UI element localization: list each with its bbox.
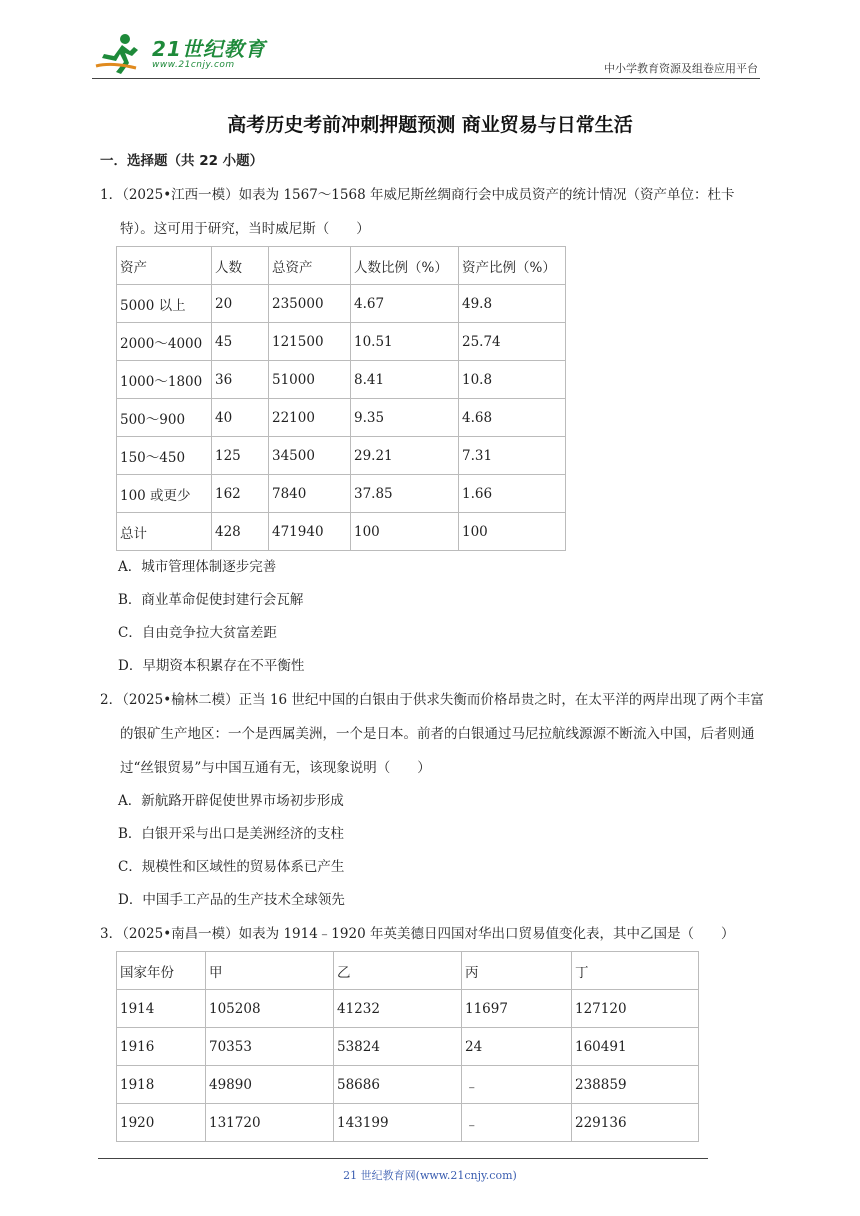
table-cell: 121500 bbox=[269, 323, 351, 361]
table-header-cell: 丁 bbox=[572, 952, 699, 990]
table-cell: 51000 bbox=[269, 361, 351, 399]
table-row bbox=[117, 437, 566, 475]
table-cell: 428 bbox=[212, 513, 269, 551]
question-number: 3． bbox=[100, 926, 123, 942]
table-cell: 1918 bbox=[117, 1066, 206, 1104]
option-b: B．商业革命促使封建行会瓦解 bbox=[118, 592, 304, 608]
table-row bbox=[117, 1028, 699, 1066]
table-row bbox=[117, 285, 566, 323]
table-cell: 37.85 bbox=[351, 475, 459, 513]
question-number: 1． bbox=[100, 187, 123, 203]
table-cell: 70353 bbox=[206, 1028, 334, 1066]
table-cell: 229136 bbox=[572, 1104, 699, 1142]
table-cell: 10.51 bbox=[351, 323, 459, 361]
table-cell: 总计 bbox=[117, 513, 212, 551]
table-header-cell: 总资产 bbox=[269, 247, 351, 285]
runner-logo-icon bbox=[92, 32, 148, 76]
table-row bbox=[117, 475, 566, 513]
table-cell: 100 bbox=[351, 513, 459, 551]
table-cell: 41232 bbox=[334, 990, 462, 1028]
section-heading: 一．选择题（共 22 小题） bbox=[100, 153, 264, 169]
table-cell: 150～450 bbox=[117, 437, 212, 475]
footer-link[interactable]: 21 世纪教育网(www.21cnjy.com) bbox=[343, 1169, 517, 1182]
table-row bbox=[117, 323, 566, 361]
table-cell: 58686 bbox=[334, 1066, 462, 1104]
table-cell: 11697 bbox=[462, 990, 572, 1028]
question-3 bbox=[100, 917, 765, 951]
table-cell: 160491 bbox=[572, 1028, 699, 1066]
table-cell: 162 bbox=[212, 475, 269, 513]
table-cell: 1.66 bbox=[459, 475, 566, 513]
table-cell: 1920 bbox=[117, 1104, 206, 1142]
table-header-cell: 国家年份 bbox=[117, 952, 206, 990]
table-row bbox=[117, 361, 566, 399]
header-divider bbox=[92, 78, 760, 79]
question-text: （2025•江西一模）如表为 1567～1568 年威尼斯丝绸商行会中成员资产的统计情况（资产单位：杜卡特）。这可用于研究，当时威尼斯（ ） bbox=[120, 187, 735, 237]
table-header-cell: 丙 bbox=[462, 952, 572, 990]
table-cell: 238859 bbox=[572, 1066, 699, 1104]
table-header-cell: 资产比例（%） bbox=[459, 247, 566, 285]
option-c: C．规模性和区域性的贸易体系已产生 bbox=[118, 859, 345, 875]
table-cell: 131720 bbox=[206, 1104, 334, 1142]
table-header-cell: 甲 bbox=[206, 952, 334, 990]
table-cell: 36 bbox=[212, 361, 269, 399]
table-cell: 40 bbox=[212, 399, 269, 437]
table-cell: 29.21 bbox=[351, 437, 459, 475]
table-cell: 7.31 bbox=[459, 437, 566, 475]
table-cell: ﹣ bbox=[462, 1104, 572, 1142]
table-cell: 127120 bbox=[572, 990, 699, 1028]
page-title: 高考历史考前冲刺押题预测 商业贸易与日常生活 bbox=[227, 114, 633, 136]
table-cell: 100 bbox=[459, 513, 566, 551]
question-2 bbox=[100, 683, 765, 785]
trade-table bbox=[116, 951, 699, 1142]
page-header bbox=[92, 26, 760, 80]
option-d: D．早期资本积累存在不平衡性 bbox=[118, 658, 305, 674]
table-row bbox=[117, 513, 566, 551]
table-cell: 10.8 bbox=[459, 361, 566, 399]
table-cell: 5000 以上 bbox=[117, 285, 212, 323]
table-cell: 1000～1800 bbox=[117, 361, 212, 399]
table-header-cell: 乙 bbox=[334, 952, 462, 990]
platform-label: 中小学教育资源及组卷应用平台 bbox=[604, 62, 758, 75]
table-cell: 105208 bbox=[206, 990, 334, 1028]
table-cell: 143199 bbox=[334, 1104, 462, 1142]
table-cell: 1914 bbox=[117, 990, 206, 1028]
question-text: （2025•南昌一模）如表为 1914﹣1920 年英美德日四国对华出口贸易值变化表，其中乙国是（ ） bbox=[122, 926, 735, 942]
option-b: B．白银开采与出口是美洲经济的支柱 bbox=[118, 826, 344, 842]
table-header-row bbox=[117, 247, 566, 285]
table-cell: 235000 bbox=[269, 285, 351, 323]
question-text: （2025•榆林二模）正当 16 世纪中国的白银由于供求失衡而价格昂贵之时，在太平洋的两岸出现了两个丰富的银矿生产地区：一个是西属美洲，一个是日本。前者的白银通过马尼拉航线源源不断流入中国，后者则通过“丝银贸易”与中国互通有无，该现象说明（ ） bbox=[120, 692, 764, 776]
option-d: D．中国手工产品的生产技术全球领先 bbox=[118, 892, 345, 908]
table-cell: 45 bbox=[212, 323, 269, 361]
table-header-row bbox=[117, 952, 699, 990]
site-logo[interactable] bbox=[92, 32, 266, 76]
table-cell: 1916 bbox=[117, 1028, 206, 1066]
table-cell: 49890 bbox=[206, 1066, 334, 1104]
footer-divider bbox=[98, 1158, 708, 1159]
option-a: A．新航路开辟促使世界市场初步形成 bbox=[118, 793, 344, 809]
option-c: C．自由竞争拉大贫富差距 bbox=[118, 625, 277, 641]
table-cell: 25.74 bbox=[459, 323, 566, 361]
question-1 bbox=[100, 178, 765, 246]
table-cell: 500～900 bbox=[117, 399, 212, 437]
table-cell: 7840 bbox=[269, 475, 351, 513]
table-cell: 53824 bbox=[334, 1028, 462, 1066]
table-cell: 471940 bbox=[269, 513, 351, 551]
logo-url: www.21cnjy.com bbox=[152, 60, 235, 70]
asset-table bbox=[116, 246, 566, 551]
table-cell: 8.41 bbox=[351, 361, 459, 399]
table-cell: 2000～4000 bbox=[117, 323, 212, 361]
table-cell: 22100 bbox=[269, 399, 351, 437]
table-header-cell: 资产 bbox=[117, 247, 212, 285]
table-cell: 34500 bbox=[269, 437, 351, 475]
table-row bbox=[117, 1104, 699, 1142]
table-cell: 125 bbox=[212, 437, 269, 475]
question-number: 2． bbox=[100, 692, 123, 708]
table-header-cell: 人数 bbox=[212, 247, 269, 285]
table-header-cell: 人数比例（%） bbox=[351, 247, 459, 285]
table-row bbox=[117, 990, 699, 1028]
table-cell: 24 bbox=[462, 1028, 572, 1066]
table-row bbox=[117, 399, 566, 437]
logo-text: 21世纪教育 bbox=[152, 37, 266, 61]
table-cell: 100 或更少 bbox=[117, 475, 212, 513]
document-body bbox=[100, 150, 765, 1142]
table-cell: 4.67 bbox=[351, 285, 459, 323]
table-cell: 20 bbox=[212, 285, 269, 323]
table-cell: ﹣ bbox=[462, 1066, 572, 1104]
option-a: A．城市管理体制逐步完善 bbox=[118, 559, 277, 575]
table-row bbox=[117, 1066, 699, 1104]
table-cell: 49.8 bbox=[459, 285, 566, 323]
table-cell: 9.35 bbox=[351, 399, 459, 437]
table-cell: 4.68 bbox=[459, 399, 566, 437]
